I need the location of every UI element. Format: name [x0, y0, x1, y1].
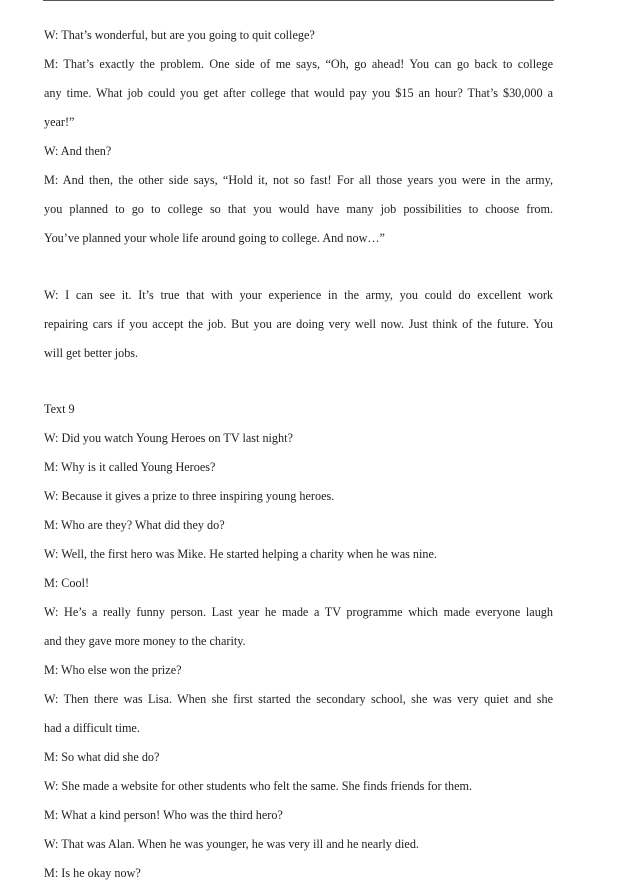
dialogue-line: had a difficult time.	[44, 721, 140, 735]
section-heading-text-9: Text 9	[44, 402, 75, 416]
dialogue-line: M: So what did she do?	[44, 750, 160, 764]
dialogue-line: will get better jobs.	[44, 346, 139, 360]
dialogue-line: year!”	[44, 115, 75, 129]
dialogue-line: W: That was Alan. When he was younger, he was very ill and he nearly died.	[44, 837, 419, 851]
dialogue-line: W: I can see it. It’s true that with your experience in the army, you could do excellent work	[44, 288, 553, 302]
dialogue-line: M: What a kind person! Who was the third hero?	[44, 808, 283, 822]
dialogue-line: M: Who else won the prize?	[44, 663, 182, 677]
dialogue-line: M: Why is it called Young Heroes?	[44, 460, 216, 474]
transcript-body	[44, 21, 553, 888]
dialogue-line: W: Did you watch Young Heroes on TV last night?	[44, 431, 293, 445]
dialogue-line: W: Then there was Lisa. When she first started the secondary school, she was very quiet and she	[44, 692, 553, 706]
dialogue-line: W: She made a website for other students who felt the same. She finds friends for them.	[44, 779, 473, 793]
dialogue-line: repairing cars if you accept the job. But you are doing very well now. Just think of the future. You	[44, 317, 553, 331]
dialogue-line: M: And then, the other side says, “Hold it, not so fast! For all those years you were in the army,	[44, 173, 553, 187]
dialogue-line: M: Cool!	[44, 576, 90, 590]
dialogue-line: W: Well, the first hero was Mike. He started helping a charity when he was nine.	[44, 547, 437, 561]
top-rule-divider	[43, 0, 554, 1]
dialogue-line: W: Because it gives a prize to three inspiring young heroes.	[44, 489, 335, 503]
dialogue-line: W: And then?	[44, 144, 112, 158]
dialogue-line: M: That’s exactly the problem. One side of me says, “Oh, go ahead! You can go back to college	[44, 57, 553, 71]
dialogue-line: and they gave more money to the charity.	[44, 634, 246, 648]
dialogue-line: M: Is he okay now?	[44, 866, 141, 880]
dialogue-line: you planned to go to college so that you would have many job possibilities to choose from.	[44, 202, 553, 216]
dialogue-line: M: Who are they? What did they do?	[44, 518, 225, 532]
dialogue-line: W: He’s a really funny person. Last year he made a TV programme which made everyone laugh	[44, 605, 553, 619]
dialogue-line: W: That’s wonderful, but are you going to quit college?	[44, 28, 315, 42]
dialogue-line: any time. What job could you get after college that would pay you $15 an hour? That’s $30,000 a	[44, 86, 553, 100]
dialogue-line: You’ve planned your whole life around going to college. And now…”	[44, 231, 385, 245]
